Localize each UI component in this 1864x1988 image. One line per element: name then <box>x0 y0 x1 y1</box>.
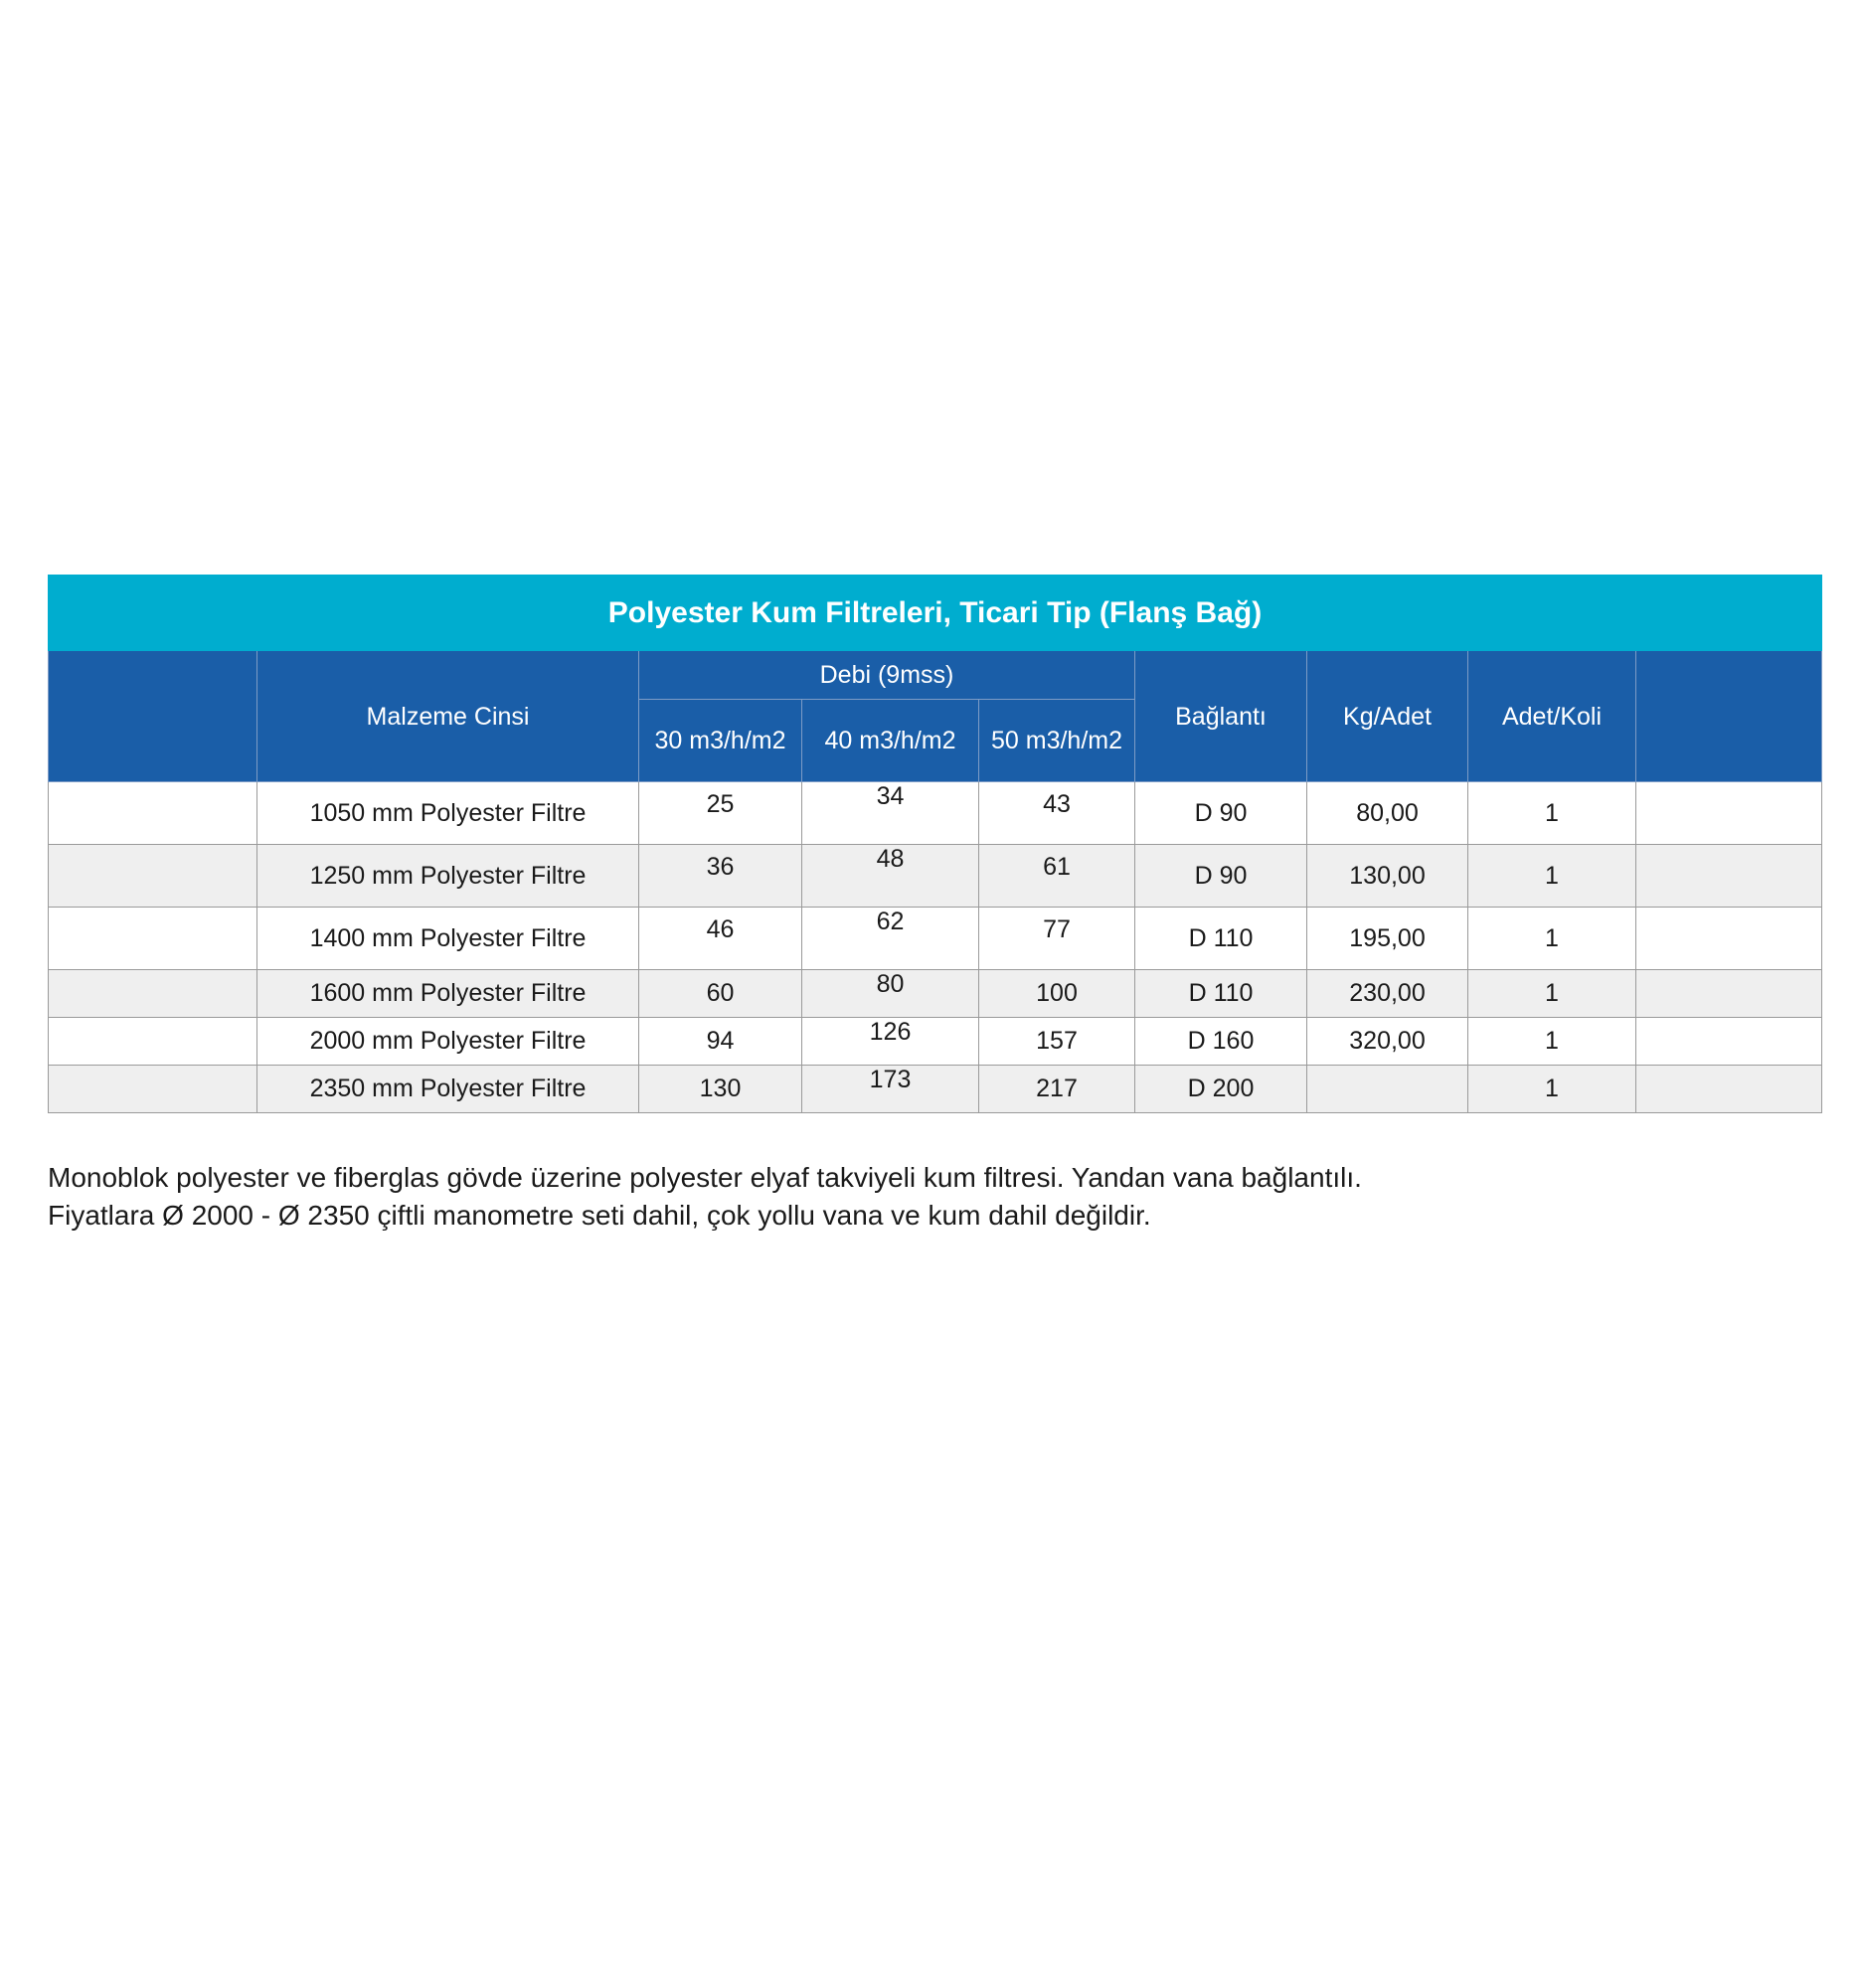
cell-quantity: 1 <box>1468 1018 1636 1066</box>
cell-flow-30: 46 <box>639 908 802 970</box>
table-row <box>49 782 1822 845</box>
table-row <box>49 970 1822 1018</box>
table-row <box>49 845 1822 908</box>
cell-quantity: 1 <box>1468 970 1636 1018</box>
cell-weight: 230,00 <box>1307 970 1468 1018</box>
row-end-blank-cell <box>1636 970 1822 1018</box>
cell-material: 2350 mm Polyester Filtre <box>257 1066 639 1113</box>
table-row <box>49 908 1822 970</box>
cell-flow-50: 157 <box>979 1018 1135 1066</box>
cell-flow-30: 36 <box>639 845 802 908</box>
note-line-pricing: Fiyatlara Ø 2000 - Ø 2350 çiftli manometre seti dahil, çok yollu vana ve kum dahil değildir. <box>48 1200 1151 1231</box>
cell-flow-50: 43 <box>979 782 1135 845</box>
cell-quantity: 1 <box>1468 908 1636 970</box>
cell-connection: D 110 <box>1135 908 1307 970</box>
header-blank-cell <box>49 651 257 782</box>
cell-material: 1050 mm Polyester Filtre <box>257 782 639 845</box>
row-end-blank-cell <box>1636 908 1822 970</box>
cell-material: 1600 mm Polyester Filtre <box>257 970 639 1018</box>
row-end-blank-cell <box>1636 845 1822 908</box>
cell-material: 2000 mm Polyester Filtre <box>257 1018 639 1066</box>
table-row <box>49 1018 1822 1066</box>
cell-material: 1400 mm Polyester Filtre <box>257 908 639 970</box>
header-flow-50: 50 m3/h/m2 <box>979 700 1135 782</box>
product-notes <box>48 1159 1821 1235</box>
row-blank-cell <box>49 908 257 970</box>
cell-connection: D 160 <box>1135 1018 1307 1066</box>
cell-flow-40: 173 <box>802 1066 979 1113</box>
cell-weight <box>1307 1066 1468 1113</box>
cell-weight: 80,00 <box>1307 782 1468 845</box>
cell-flow-40: 62 <box>802 908 979 970</box>
row-blank-cell <box>49 1018 257 1066</box>
cell-weight: 320,00 <box>1307 1018 1468 1066</box>
header-material: Malzeme Cinsi <box>257 651 639 782</box>
cell-material: 1250 mm Polyester Filtre <box>257 845 639 908</box>
product-spec-table <box>48 575 1822 1113</box>
table-title: Polyester Kum Filtreleri, Ticari Tip (Flanş Bağ) <box>49 576 1822 651</box>
header-weight: Kg/Adet <box>1307 651 1468 782</box>
cell-weight: 130,00 <box>1307 845 1468 908</box>
cell-flow-30: 60 <box>639 970 802 1018</box>
table-row <box>49 1066 1822 1113</box>
cell-flow-30: 130 <box>639 1066 802 1113</box>
row-end-blank-cell <box>1636 1018 1822 1066</box>
cell-flow-40: 34 <box>802 782 979 845</box>
cell-flow-50: 217 <box>979 1066 1135 1113</box>
table-title-row <box>49 576 1822 651</box>
header-flow-group: Debi (9mss) <box>639 651 1135 700</box>
row-blank-cell <box>49 782 257 845</box>
cell-flow-30: 94 <box>639 1018 802 1066</box>
header-connection: Bağlantı <box>1135 651 1307 782</box>
cell-flow-50: 77 <box>979 908 1135 970</box>
cell-flow-40: 126 <box>802 1018 979 1066</box>
row-blank-cell <box>49 1066 257 1113</box>
header-flow-40: 40 m3/h/m2 <box>802 700 979 782</box>
note-line-description: Monoblok polyester ve fiberglas gövde üzerine polyester elyaf takviyeli kum filtresi. Yandan vana bağlantılı. <box>48 1162 1362 1193</box>
cell-quantity: 1 <box>1468 845 1636 908</box>
header-end-blank-cell <box>1636 651 1822 782</box>
header-quantity: Adet/Koli <box>1468 651 1636 782</box>
cell-flow-40: 48 <box>802 845 979 908</box>
cell-flow-50: 100 <box>979 970 1135 1018</box>
cell-quantity: 1 <box>1468 782 1636 845</box>
row-end-blank-cell <box>1636 782 1822 845</box>
cell-connection: D 200 <box>1135 1066 1307 1113</box>
cell-flow-50: 61 <box>979 845 1135 908</box>
row-end-blank-cell <box>1636 1066 1822 1113</box>
cell-flow-40: 80 <box>802 970 979 1018</box>
cell-quantity: 1 <box>1468 1066 1636 1113</box>
cell-connection: D 90 <box>1135 845 1307 908</box>
table-header-row <box>49 651 1822 700</box>
row-blank-cell <box>49 970 257 1018</box>
product-table-container <box>48 575 1821 1113</box>
header-flow-30: 30 m3/h/m2 <box>639 700 802 782</box>
cell-connection: D 110 <box>1135 970 1307 1018</box>
cell-connection: D 90 <box>1135 782 1307 845</box>
cell-flow-30: 25 <box>639 782 802 845</box>
cell-weight: 195,00 <box>1307 908 1468 970</box>
row-blank-cell <box>49 845 257 908</box>
